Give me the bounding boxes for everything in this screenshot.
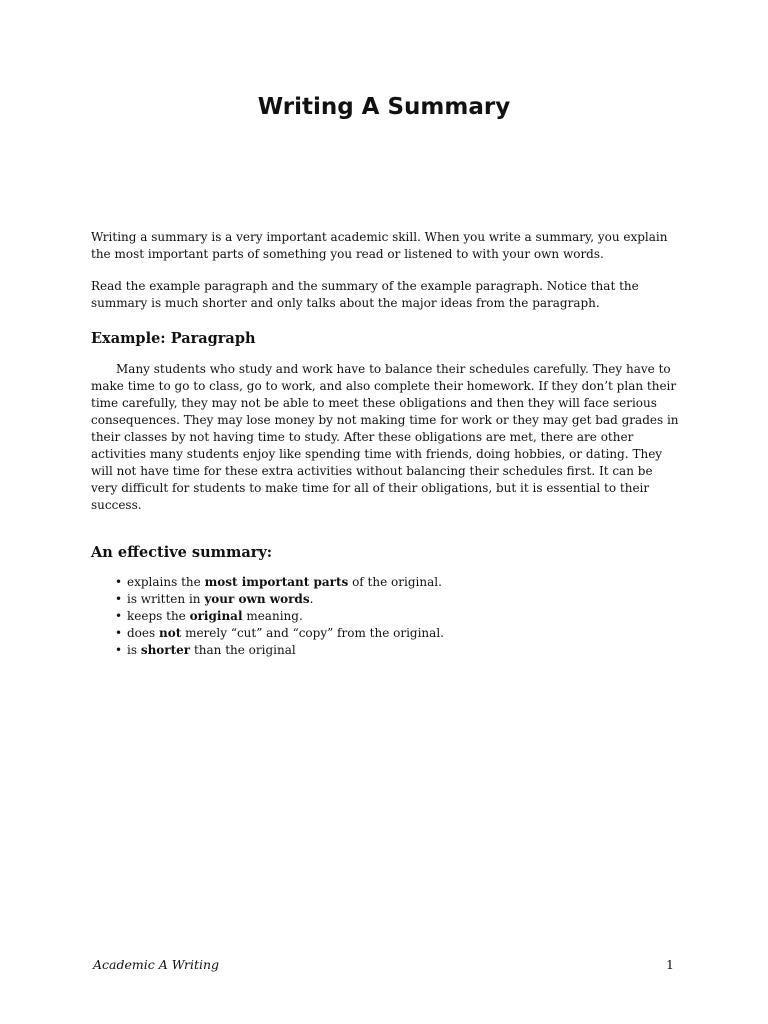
document-body [91, 229, 681, 659]
footer-title: Academic A Writing [93, 957, 220, 972]
summary-bullet-list [91, 574, 681, 659]
bullet-icon: • [115, 592, 123, 606]
list-item-text: does [127, 626, 159, 640]
bullet-icon: • [115, 575, 123, 589]
list-item [115, 574, 681, 591]
list-item-bold: original [189, 609, 243, 623]
list-item-text: . [309, 592, 314, 606]
list-item-text: than the original [190, 643, 296, 657]
intro-paragraph-1: Writing a summary is a very important academic skill. When you write a summary, you explain the most important parts of something you read or listened to with your own words. [91, 230, 668, 261]
list-item-bold: not [158, 626, 182, 640]
list-item-text: merely “cut” and “copy” from the original. [181, 626, 444, 640]
list-item [115, 608, 681, 625]
list-item-bold: shorter [140, 643, 191, 657]
list-item-bold: your own words [204, 592, 310, 606]
page-title: Writing A Summary [257, 94, 511, 120]
example-heading: Example: Paragraph [91, 330, 256, 347]
summary-heading: An effective summary: [91, 544, 273, 561]
list-item-text: is [127, 643, 141, 657]
list-item-text: is written in [127, 592, 205, 606]
bullet-icon: • [115, 626, 123, 640]
bullet-icon: • [115, 609, 123, 623]
list-item-bold: most important parts [204, 575, 349, 589]
list-item-text: meaning. [242, 609, 303, 623]
bullet-icon: • [115, 643, 123, 657]
intro-paragraph-2: Read the example paragraph and the summary of the example paragraph. Notice that the summary is much shorter and only talks about the major ideas from the paragraph. [91, 279, 639, 310]
list-item-text: explains the [127, 575, 205, 589]
list-item-text: keeps the [127, 609, 190, 623]
list-item [115, 591, 681, 608]
list-item-text: of the original. [348, 575, 442, 589]
list-item [115, 625, 681, 642]
example-paragraph: Many students who study and work have to balance their schedules carefully. They have to make time to go to class, go to work, and also complete their homework. If they don’t plan their time carefully, they may not be able to meet these obligations and then they will face serious consequences. They may lose money by not making time for work or they may get bad grades in their classes by not having time to study. After these obligations are met, there are other activities many students enjoy like spending time with friends, doing hobbies, or dating. They will not have time for these extra activities without balancing their schedules first. It can be very difficult for students to make time for all of their obligations, but it is essential to their success. [91, 362, 679, 512]
page-number: 1 [666, 957, 674, 972]
list-item [115, 642, 681, 659]
